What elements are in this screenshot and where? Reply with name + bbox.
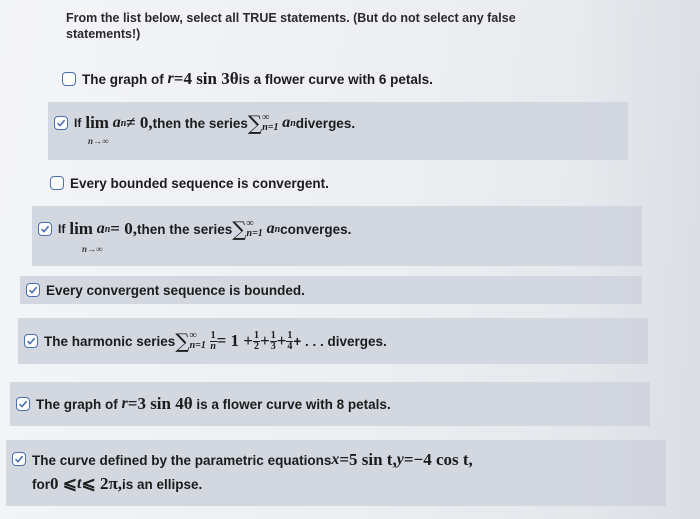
- math-lim: lim: [85, 113, 109, 132]
- option-text-prefix: If: [58, 222, 66, 236]
- fraction-1-over-2: [253, 331, 260, 352]
- checkbox-checked[interactable]: [54, 116, 68, 130]
- math-expr-y: −4 cos t,: [413, 450, 473, 469]
- math-range-end: ⩽ 2π,: [81, 474, 123, 493]
- sum-upper: ∞: [262, 112, 270, 123]
- option-text-prefix: If: [74, 116, 82, 130]
- math-equals: =: [339, 450, 350, 469]
- option-text: Every convergent sequence is bounded.: [46, 282, 305, 298]
- fraction-numerator: 1: [254, 329, 259, 341]
- math-a: a: [96, 220, 105, 237]
- sum-lower: n=1: [262, 122, 279, 133]
- option-text-prefix: The curve defined by the parametric equations: [32, 452, 332, 468]
- option-harmonic-diverges[interactable]: [18, 318, 648, 364]
- option-text: Every bounded sequence is convergent.: [70, 175, 329, 191]
- math-sub-n: n: [290, 117, 296, 129]
- math-var-y: y: [396, 451, 404, 468]
- math-var-t: t: [77, 475, 82, 492]
- math-lim: lim: [69, 219, 93, 238]
- checkbox-checked[interactable]: [24, 334, 38, 348]
- option-text-prefix: The graph of: [36, 396, 118, 412]
- math-sub-n: n: [274, 223, 281, 235]
- question-line-1: From the list below, select all TRUE statements. (But do not select any false: [66, 11, 516, 25]
- option-flower-6-petals[interactable]: [56, 66, 636, 92]
- sum-lower: n=1: [246, 228, 263, 239]
- fraction-denominator: 2: [254, 340, 259, 352]
- fraction-1-over-n: [210, 331, 217, 352]
- math-var-r: r: [167, 70, 174, 87]
- sigma-symbol: ∑: [175, 329, 190, 353]
- check-icon: [28, 285, 38, 295]
- sum-upper: ∞: [246, 218, 254, 229]
- math-ne-zero: ≠ 0,: [126, 113, 153, 132]
- checkbox-checked[interactable]: [26, 283, 40, 297]
- math-plus: +: [276, 331, 287, 350]
- math-a: a: [266, 220, 275, 237]
- math-equals: =: [403, 450, 414, 469]
- option-text-suffix: diverges.: [295, 115, 356, 131]
- limit-subscript: n→∞: [88, 136, 109, 146]
- math-sub-n: n: [104, 223, 111, 235]
- fraction-denominator: 3: [270, 340, 276, 352]
- option-text-prefix: The graph of: [82, 71, 164, 87]
- option-limit-zero-converges[interactable]: [32, 206, 642, 266]
- question-prompt: [66, 10, 626, 42]
- check-icon: [56, 118, 66, 128]
- fraction-1-over-4: [286, 331, 293, 352]
- check-icon: [14, 454, 24, 464]
- option-convergent-bounded[interactable]: [20, 276, 642, 304]
- fraction-numerator: 1: [210, 329, 216, 341]
- option-bounded-convergent[interactable]: [44, 170, 624, 196]
- math-range-start: 0 ⩽: [50, 474, 77, 493]
- fraction-1-over-3: [270, 331, 277, 352]
- sigma-symbol: ∑: [232, 217, 247, 241]
- option-flower-8-petals[interactable]: [10, 382, 650, 426]
- fraction-numerator: 1: [270, 329, 276, 341]
- option-limit-nonzero-diverges[interactable]: [48, 102, 628, 160]
- checkbox-checked[interactable]: [16, 397, 30, 411]
- option-parametric-ellipse[interactable]: [6, 440, 666, 506]
- option-text-suffix: converges.: [280, 221, 352, 237]
- math-equals-one-plus: = 1 +: [216, 331, 253, 350]
- math-a: a: [282, 114, 291, 131]
- fraction-denominator: 4: [287, 340, 293, 352]
- math-var-r: r: [121, 395, 128, 412]
- math-sub-n: n: [120, 117, 127, 129]
- fraction-numerator: 1: [287, 329, 293, 341]
- math-eq-zero: = 0,: [110, 219, 137, 238]
- math-plus: +: [260, 331, 270, 350]
- option-text-prefix: The harmonic series: [44, 333, 176, 349]
- sigma-symbol: ∑: [247, 111, 263, 135]
- math-equals: =: [127, 394, 138, 413]
- check-icon: [26, 336, 36, 346]
- question-line-2: statements!): [66, 27, 141, 41]
- fraction-denominator: n: [210, 340, 216, 352]
- checkbox-checked[interactable]: [38, 222, 52, 236]
- math-var-x: x: [331, 451, 340, 468]
- sum-lower: n=1: [189, 340, 206, 351]
- math-a: a: [112, 114, 121, 131]
- option-text-suffix: is a flower curve with 6 petals.: [238, 71, 433, 87]
- sum-upper: ∞: [189, 330, 197, 341]
- checkbox-checked[interactable]: [12, 452, 26, 466]
- math-expr-x: 5 sin t,: [349, 450, 397, 469]
- option-text-line2-prefix: for: [32, 476, 50, 492]
- checkbox-unchecked[interactable]: [50, 176, 64, 190]
- math-equals: =: [173, 69, 184, 88]
- option-text-mid: then the series: [136, 221, 233, 237]
- check-icon: [40, 224, 50, 234]
- option-text-suffix: is a flower curve with 8 petals.: [196, 396, 391, 412]
- math-expr: 4 sin 3θ: [183, 69, 239, 88]
- option-text-line2-suffix: is an ellipse.: [122, 476, 203, 492]
- option-text-suffix: + . . . diverges.: [293, 333, 387, 349]
- checkbox-unchecked[interactable]: [62, 72, 76, 86]
- option-text-mid: then the series: [152, 115, 248, 131]
- limit-subscript: n→∞: [82, 244, 103, 254]
- math-expr: 3 sin 4θ: [137, 394, 193, 413]
- check-icon: [18, 399, 28, 409]
